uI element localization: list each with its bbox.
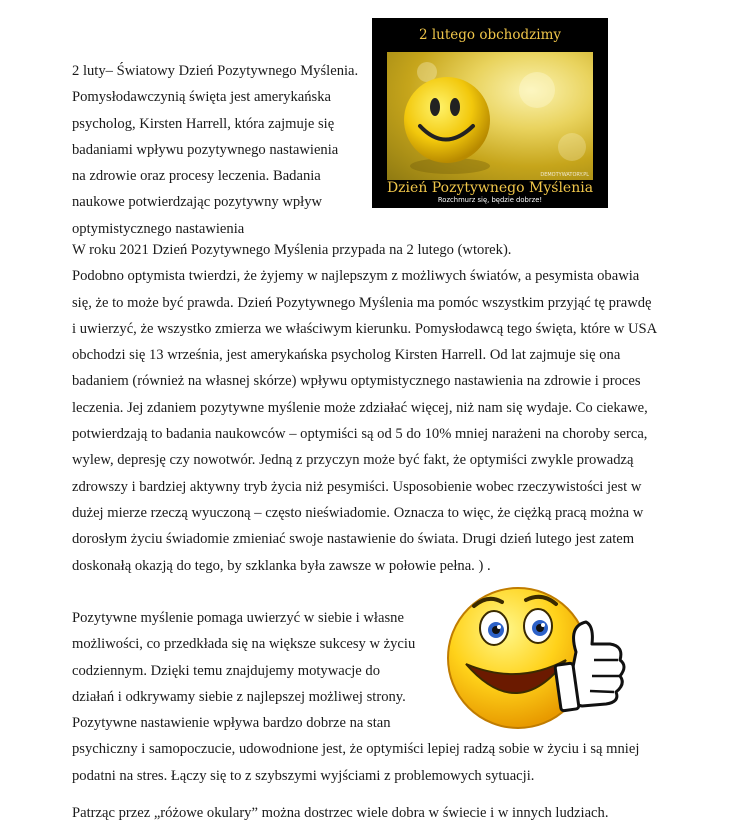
text-line: Patrząc przez „różowe okulary” można dostrzec wiele dobra w świecie i w innych ludziach. xyxy=(72,805,609,821)
text-line: leczenia. Jej zdaniem pozytywne myślenie może zdziałać więcej, niż nam się wydaje. Co ciekawe, xyxy=(72,399,648,416)
intro-paragraph xyxy=(72,58,358,242)
text-line: na zdrowie oraz procesy leczenia. Badania xyxy=(72,168,321,185)
text-line: się, że to może być prawda. Dzień Pozytywnego Myślenia ma pomóc wszystkim przyjąć tę prawdę xyxy=(72,294,652,311)
text-line: potwierdzają to badania naukowców – optymiści są od 5 do 10% mniej narażeni na choroby serca, xyxy=(72,426,648,443)
text-line: obchodzi się 13 września, jest amerykańska psycholog Kirsten Harrell. Od lat zajmuje się ona xyxy=(72,347,621,364)
poster-photo xyxy=(387,52,593,180)
text-line: dużej mierze rzeczą wyuczoną – często nieświadomie. Oznacza to więc, że ciężką pracą można w xyxy=(72,504,644,521)
closing-paragraph xyxy=(72,800,608,826)
text-line: psychiczny i samopoczucie, udowodnione jest, że optymiści lepiej radzą sobie w życiu i są mniej xyxy=(72,741,640,758)
poster-main-caption: Dzień Pozytywnego Myślenia xyxy=(386,180,594,196)
text-line: badaniem (również na własnej skórze) wpływu optymistycznego nastawienia na zdrowie i proces xyxy=(72,373,641,390)
text-line: działań i odkrywamy siebie z najlepszej możliwej strony. xyxy=(72,688,406,705)
text-line: Pozytywne nastawienie wpływa bardzo dobrze na stan xyxy=(72,715,391,732)
text-line: podatni na stres. Łączy się to z szybszymi wyjściami z problemowych sytuacji. xyxy=(72,767,535,784)
poster-top-caption: 2 lutego obchodzimy xyxy=(418,27,562,43)
text-line: Pomysłodawczynią święta jest amerykańska xyxy=(72,89,331,106)
text-line: doskonałą okazją do tego, by szklanka była zawsze w połowie pełna. ) . xyxy=(72,557,491,574)
text-line: i uwierzyć, że wszystko zmierza we właściwym kierunku. Pomysłodawcą tego święta, które w USA xyxy=(72,320,658,337)
text-line: psycholog, Kirsten Harrell, która zajmuje się xyxy=(72,115,335,132)
body-paragraph xyxy=(72,237,657,579)
text-line: możliwości, co przedkłada się na większe sukcesy w życiu xyxy=(72,636,416,653)
text-line: zdrowszy i bardziej aktywny tryb życia niż pesymiści. Usposobienie wobec rzeczywistości jest w xyxy=(72,478,642,495)
text-line: wylew, depresję czy nowotwór. Jedną z przyczyn może być fakt, że optymiści zwykle prowadzą xyxy=(72,452,634,469)
text-line: Pozytywne myślenie pomaga uwierzyć w siebie i własne xyxy=(72,610,404,626)
text-line: dorosłym życiu świadomie zmieniać swoje nastawienie do świata. Drugi dzień lutego jest zatem xyxy=(72,531,635,548)
text-line: naukowe potwierdzając pozytywny wpływ xyxy=(72,194,323,211)
text-line: badaniami wpływu pozytywnego nastawienia xyxy=(72,141,339,158)
text-line: optymistycznego nastawienia xyxy=(72,220,245,237)
text-line: 2 luty– Światowy Dzień Pozytywnego Myślenia. xyxy=(72,63,359,79)
text-line: W roku 2021 Dzień Pozytywnego Myślenia przypada na 2 lutego (wtorek). xyxy=(72,242,512,258)
text-line: Podobno optymista twierdzi, że żyjemy w najlepszym z możliwych światów, a pesymista obawia xyxy=(72,268,640,285)
motivational-poster xyxy=(372,18,608,208)
poster-watermark: DEMOTYWATORY.PL xyxy=(540,172,589,178)
thumbs-up-smiley-icon xyxy=(438,586,636,736)
smiley-ball-icon xyxy=(387,52,593,180)
text-line: codziennym. Dzięki temu znajdujemy motywacje do xyxy=(72,662,380,679)
poster-sub-caption: Rozchmurz się, będzie dobrze! xyxy=(437,196,543,204)
